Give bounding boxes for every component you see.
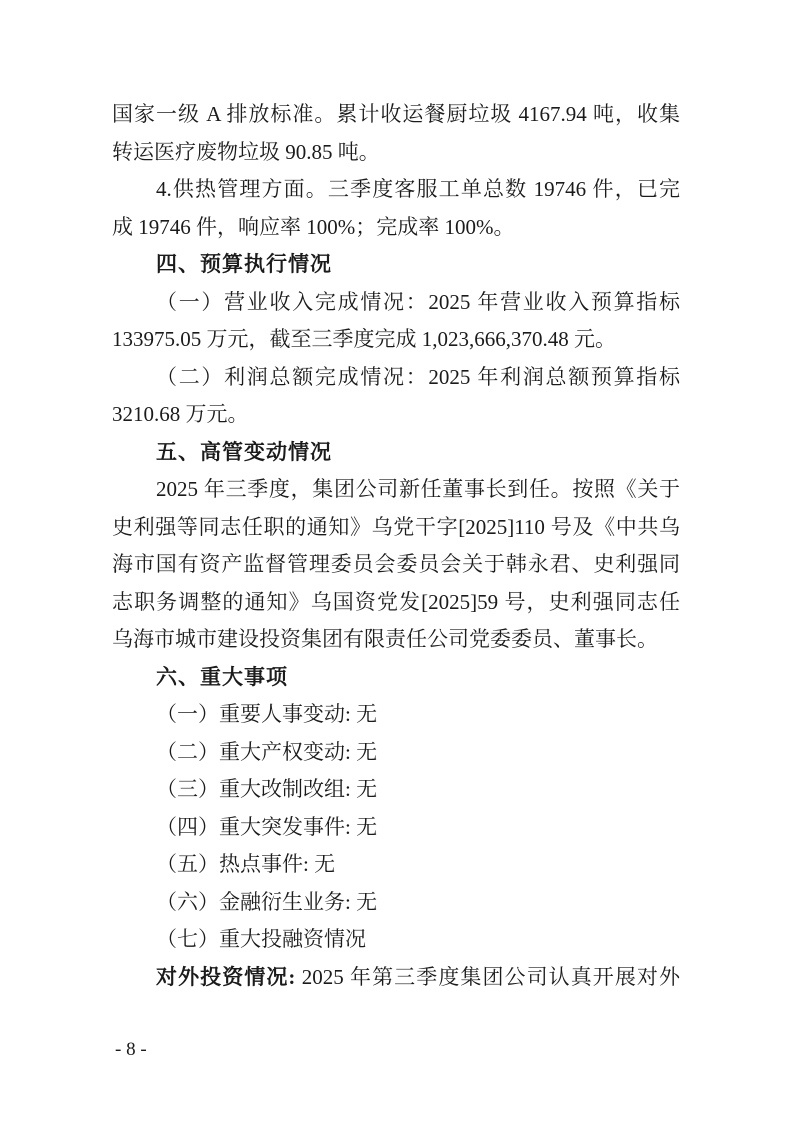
list-item: （五）热点事件: 无 [156,852,336,876]
paragraph-line: 4.供热管理方面。三季度客服工单总数 19746 件，已完 [156,177,680,201]
paragraph-line: 成 19746 件，响应率 100%；完成率 100%。 [112,214,515,239]
paragraph-line: 3210.68 万元。 [112,402,249,426]
paragraph-line: 志职务调整的通知》乌国资党发[2025]59 号，史利强同志任 [112,589,680,614]
section-heading-executives: 五、高管变动情况 [156,440,332,464]
list-item: （三）重大改制改组: 无 [156,777,378,801]
list-item: （六）金融衍生业务: 无 [156,889,378,914]
paragraph-line: 2025 年三季度，集团公司新任董事长到任。按照《关于 [156,477,680,501]
paragraph-line: 史利强等同志任职的通知》乌党干字[2025]110 号及《中共乌 [112,514,680,539]
paragraph-line: 海市国有资产监督管理委员会委员会关于韩永君、史利强同 [112,552,680,576]
run-emphasis-investment-label: 对外投资情况: [156,964,296,989]
list-item: （二）重大产权变动: 无 [156,739,378,764]
paragraph-line [112,959,680,997]
paragraph-line: 转运医疗废物垃圾 90.85 吨。 [112,139,380,164]
paragraph-line: （二）利润总额完成情况：2025 年利润总额预算指标 [156,364,680,389]
paragraph-line: （一）营业收入完成情况：2025 年营业收入预算指标 [156,289,680,314]
list-item: （七）重大投融资情况 [156,927,366,951]
run-body-text: 2025 年第三季度集团公司认真开展对外 [295,964,680,989]
section-heading-budget: 四、预算执行情况 [156,253,332,276]
document-body [112,96,680,996]
section-heading-major-matters: 六、重大事项 [156,665,288,689]
list-item: （一）重要人事变动: 无 [156,702,378,726]
list-item: （四）重大突发事件: 无 [156,814,378,839]
paragraph-line: 133975.05 万元，截至三季度完成 1,023,666,370.48 元。 [112,327,616,351]
paragraph-line: 乌海市城市建设投资集团有限责任公司党委委员、董事长。 [112,627,658,651]
page-number: - 8 - [115,1039,147,1060]
paragraph-line: 国家一级 A 排放标准。累计收运餐厨垃圾 4167.94 吨，收集 [112,102,680,126]
